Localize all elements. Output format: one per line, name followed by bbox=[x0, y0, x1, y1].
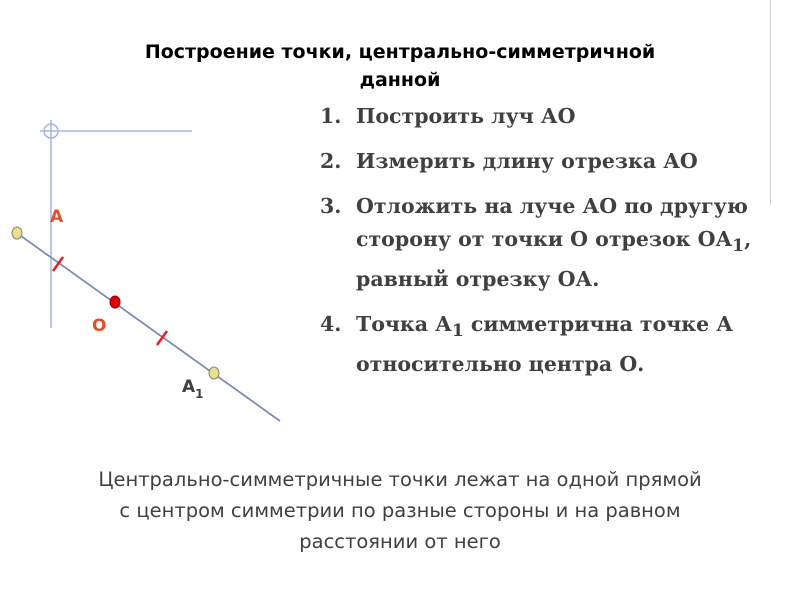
point-a bbox=[12, 227, 22, 239]
step-1 bbox=[312, 100, 782, 133]
step-number: 4. bbox=[320, 312, 342, 337]
step-number: 2. bbox=[320, 149, 342, 173]
step-number: 3. bbox=[320, 194, 342, 218]
title-line-1: Построение точки, центрально-симметричной bbox=[144, 41, 656, 63]
label-o: O bbox=[92, 316, 107, 336]
step-text: Построить луч АО bbox=[356, 104, 576, 128]
label-a1 bbox=[182, 377, 204, 401]
step-number: 1. bbox=[320, 104, 342, 128]
step-text: Точка А bbox=[356, 312, 452, 337]
title-line-2: данной bbox=[359, 69, 441, 91]
step-text-end: , равный отрезку ОА. bbox=[356, 227, 752, 292]
summary-line-3: расстоянии от него bbox=[299, 530, 501, 553]
ray-line bbox=[14, 231, 280, 421]
step-2 bbox=[312, 145, 782, 178]
steps-list bbox=[312, 100, 782, 393]
tick-mark-oa1 bbox=[157, 331, 167, 345]
label-a1-sub: 1 bbox=[195, 387, 204, 401]
step-text-subscript: 1 bbox=[732, 236, 745, 257]
step-4 bbox=[312, 308, 782, 381]
label-a: A bbox=[50, 207, 64, 227]
summary-line-2: с центром симметрии по разные стороны и на равном bbox=[119, 499, 681, 522]
point-a1 bbox=[209, 367, 219, 379]
step-text: Измерить длину отрезка АО bbox=[356, 149, 698, 173]
step-3 bbox=[312, 190, 782, 296]
step-text: Отложить на луче АО по другую сторону от точки О отрезок ОА bbox=[356, 194, 748, 251]
step-text-end: симметрична точке А относительно центра О. bbox=[356, 312, 733, 377]
summary-text bbox=[30, 464, 770, 557]
point-o bbox=[110, 296, 120, 308]
step-text-subscript: 1 bbox=[451, 321, 464, 342]
label-a1-base: A bbox=[182, 377, 196, 397]
summary-line-1: Центрально-симметричные точки лежат на одной прямой bbox=[98, 468, 702, 491]
